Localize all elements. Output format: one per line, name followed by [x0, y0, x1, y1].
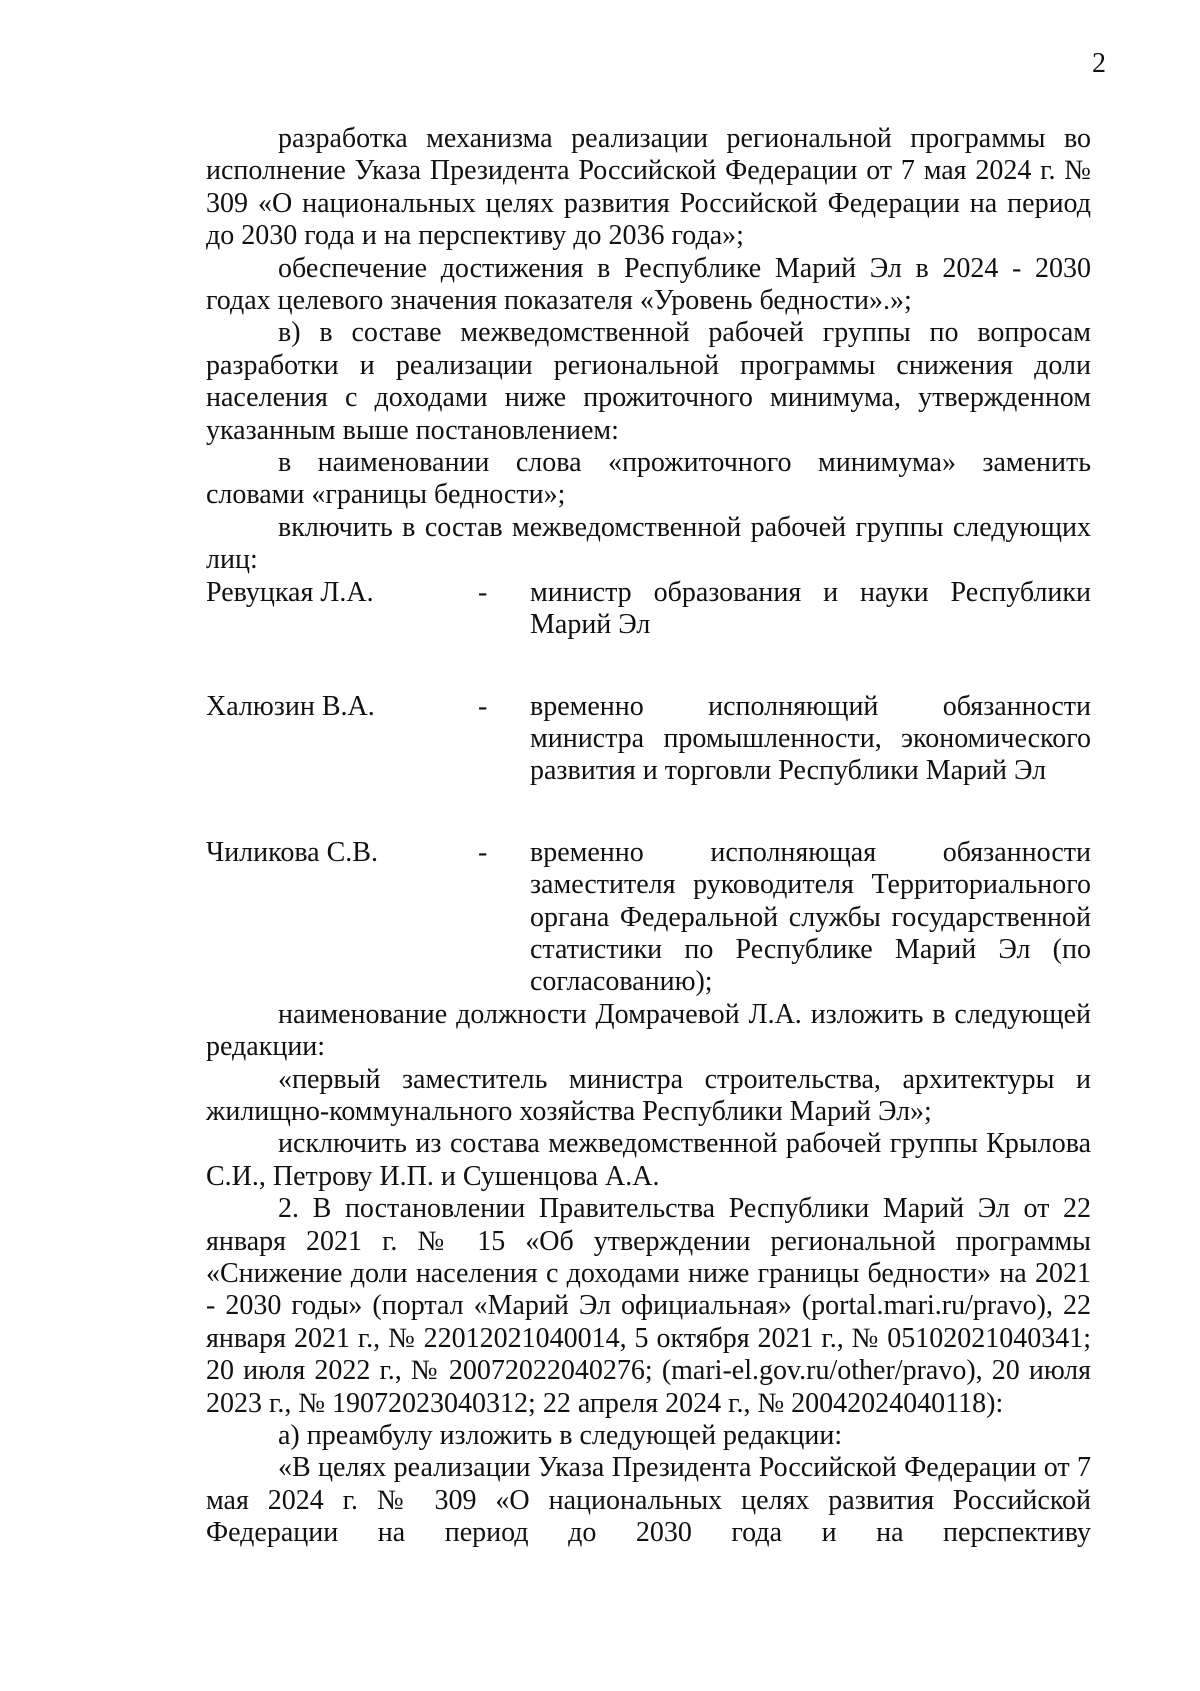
paragraph: «первый заместитель министра строительства, архитектуры и жилищно-коммунального хозяйства Республики Марий Эл»; — [206, 1063, 1091, 1127]
paragraphs-before-list — [206, 123, 1091, 577]
member-spacer — [206, 788, 1091, 837]
paragraph: а) преамбулу изложить в следующей редакции: — [278, 1420, 843, 1452]
page-number: 2 — [1092, 48, 1106, 79]
paragraph: включить в состав межведомственной рабочей группы следующих лиц: — [206, 511, 1091, 576]
working-group-members — [206, 577, 1091, 999]
paragraphs-after-list — [206, 999, 1091, 1550]
paragraph: 2. В постановлении Правительства Республики Марий Эл от 22 января 2021 г. № 15 «Об утверждении региональной программы «Снижение доли населения с доходами ниже границы бедности» на 2021 - 2030 годы» (портал «Марий Эл официальная» (portal.mari.ru/pravo), 22 января 2021 г., № 22012021040014, 5 октября 2021 г., № 05102021040341; 20 июля 2022 г., № 20072022040276; (mari-el.gov.ru/other/pravo), 20 июля 2023 г., № 19072023040312; 22 апреля 2024 г., № 20042024040118): — [206, 1193, 1091, 1419]
paragraph: в наименовании слова «прожиточного минимума» заменить словами «границы бедности»; — [206, 447, 1091, 511]
member-role: временно исполняющая обязанности заместителя руководителя Территориального органа Федеральной службы государственной статистики по Республике Марий Эл (по согласованию); — [530, 836, 1091, 998]
paragraph: наименование должности Домрачевой Л.А. изложить в следующей редакции: — [206, 998, 1091, 1063]
member-row — [206, 837, 1091, 999]
paragraph: в) в составе межведомственной рабочей группы по вопросам разработки и реализации региональной программы снижения доли населения с доходами ниже прожиточного минимума, утвержденном указанным выше постановлением: — [206, 317, 1091, 446]
paragraph: исключить из состава межведомственной рабочей группы Крылова С.И., Петрову И.П. и Сушенцова А.А. — [206, 1128, 1091, 1192]
member-name: Ревуцкая Л.А. — [206, 576, 374, 608]
member-dash: - — [478, 690, 488, 722]
paragraph: «В целях реализации Указа Президента Российской Федерации от 7 мая 2024 г. № 309 «О национальных целях развития Российской Федерации на период до 2030 года и на перспективу — [206, 1452, 1091, 1549]
member-dash: - — [478, 836, 488, 868]
paragraph: обеспечение достижения в Республике Марий Эл в 2024 - 2030 годах целевого значения показателя «Уровень бедности».»; — [206, 252, 1091, 317]
member-name: Халюзин В.А. — [206, 690, 375, 722]
member-role: министр образования и науки Республики Марий Эл — [530, 576, 1091, 641]
member-name: Чиликова С.В. — [206, 836, 378, 868]
member-row — [206, 691, 1091, 788]
member-row — [206, 577, 1091, 642]
member-spacer — [206, 642, 1091, 691]
member-dash: - — [478, 576, 488, 608]
paragraph: разработка механизма реализации региональной программы во исполнение Указа Президента Российской Федерации от 7 мая 2024 г. № 309 «О национальных целях развития Российской Федерации на период до 2030 года и на перспективу до 2036 года»; — [206, 123, 1091, 252]
document-body — [206, 123, 1091, 1550]
member-role: временно исполняющий обязанности министра промышленности, экономического развития и торговли Республики Марий Эл — [530, 690, 1091, 787]
